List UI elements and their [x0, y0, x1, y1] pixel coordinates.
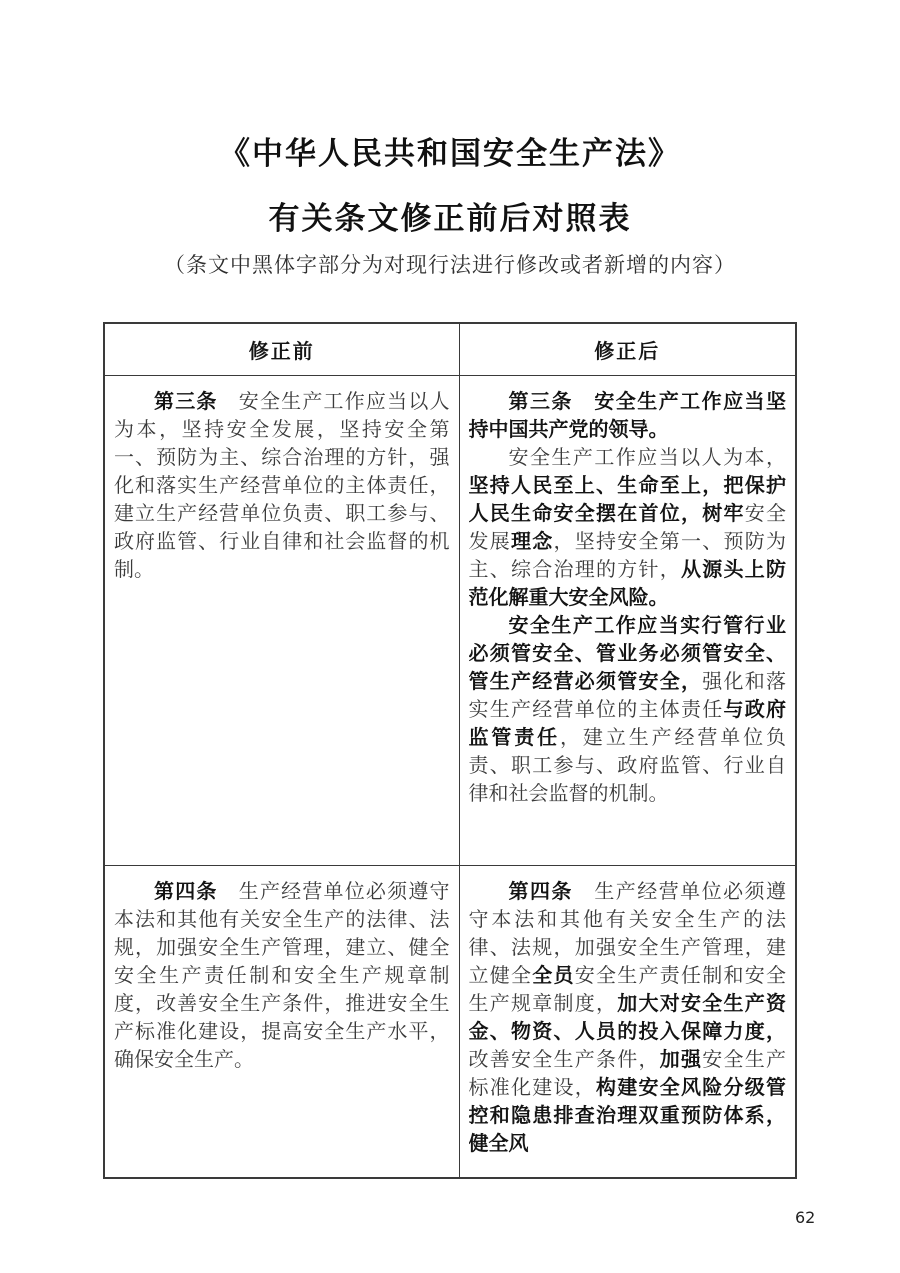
amended-text: 第四条 — [508, 879, 595, 903]
article-paragraph — [469, 611, 787, 807]
article-paragraph — [114, 387, 450, 583]
document-title-line1: 《中华人民共和国安全生产法》 — [219, 136, 681, 172]
unchanged-text: 安全生产责任制和安全生产规章制度， — [468, 963, 786, 1015]
cell-content — [469, 877, 787, 1177]
amended-text: 第三条 — [154, 389, 239, 413]
article-paragraph — [114, 877, 450, 1073]
cell-content — [114, 877, 450, 1177]
unchanged-text: 改善安全生产条件， — [468, 1047, 660, 1071]
amended-text: 理念 — [511, 529, 554, 553]
amended-text: 从源头上防范化解重大安全风险。 — [468, 557, 786, 609]
amended-text: 构建安全风险分级管控和隐患排查治理双重预防体系，健全风 — [468, 1075, 786, 1155]
document-subtitle: （条文中黑体字部分为对现行法进行修改或者新增的内容） — [164, 253, 736, 277]
unchanged-text: 安全生产标准化建设， — [468, 1047, 786, 1099]
amended-text: 与政府监管责任 — [468, 697, 786, 749]
column-header-after: 修正后 — [459, 323, 796, 376]
cell-content — [469, 387, 787, 865]
cell-before — [104, 866, 459, 1179]
unchanged-text: 生产经营单位必须遵守本法和其他有关安全生产的法律、法规，加强安全生产管理，建立、健全安全生产责任制和安全生产规章制度，改善安全生产条件，推进安全生产标准化建设，提高安全生产水平，确保安全生产。 — [114, 879, 450, 1071]
document-title — [0, 122, 900, 252]
cell-before — [104, 376, 459, 866]
unchanged-text: ，坚持安全第一、预防为主、综合治理的方针， — [468, 529, 786, 581]
amended-text: 第四条 — [154, 879, 239, 903]
unchanged-text: 强化和落实生产经营单位的主体责任 — [468, 669, 786, 721]
article-paragraph — [469, 877, 787, 1157]
amended-text: 坚持人民至上、生命至上，把保护人民生命安全摆在首位，树牢 — [468, 473, 786, 525]
comparison-table-body — [104, 376, 796, 1179]
unchanged-text: 安全生产工作应当以人为本，坚持安全发展，坚持安全第一、预防为主、综合治理的方针，强化和落实生产经营单位的主体责任，建立生产经营单位负责、职工参与、政府监管、行业自律和社会监督的机制。 — [114, 389, 450, 581]
column-header-before: 修正前 — [104, 323, 459, 376]
amended-text: 加强 — [659, 1047, 703, 1071]
table-row — [104, 866, 796, 1179]
document-title-line2: 有关条文修正前后对照表 — [268, 201, 632, 237]
unchanged-text: 安全发展 — [468, 501, 786, 553]
comparison-table — [103, 322, 797, 1179]
table-header-row — [104, 323, 796, 376]
table-row — [104, 376, 796, 866]
unchanged-text: ，建立生产经营单位负责、职工参与、政府监管、行业自律和社会监督的机制。 — [468, 725, 786, 805]
page-number: 62 — [795, 1208, 816, 1227]
article-paragraph — [469, 387, 787, 443]
amended-text: 加大对安全生产资金、物资、人员的投入保障力度， — [468, 991, 786, 1043]
cell-after — [459, 866, 796, 1179]
amended-text: 全员 — [532, 963, 575, 987]
unchanged-text: 生产经营单位必须遵守本法和其他有关安全生产的法律、法规，加强安全生产管理，建立健全 — [468, 879, 786, 987]
unchanged-text: 安全生产工作应当以人为本， — [508, 445, 786, 469]
amended-text: 安全生产工作应当实行管行业必须管安全、管业务必须管安全、管生产经营必须管安全， — [468, 613, 786, 693]
cell-content — [114, 387, 450, 865]
cell-after — [459, 376, 796, 866]
amended-text: 第三条 安全生产工作应当坚持中国共产党的领导。 — [468, 389, 786, 441]
article-paragraph — [469, 443, 787, 611]
